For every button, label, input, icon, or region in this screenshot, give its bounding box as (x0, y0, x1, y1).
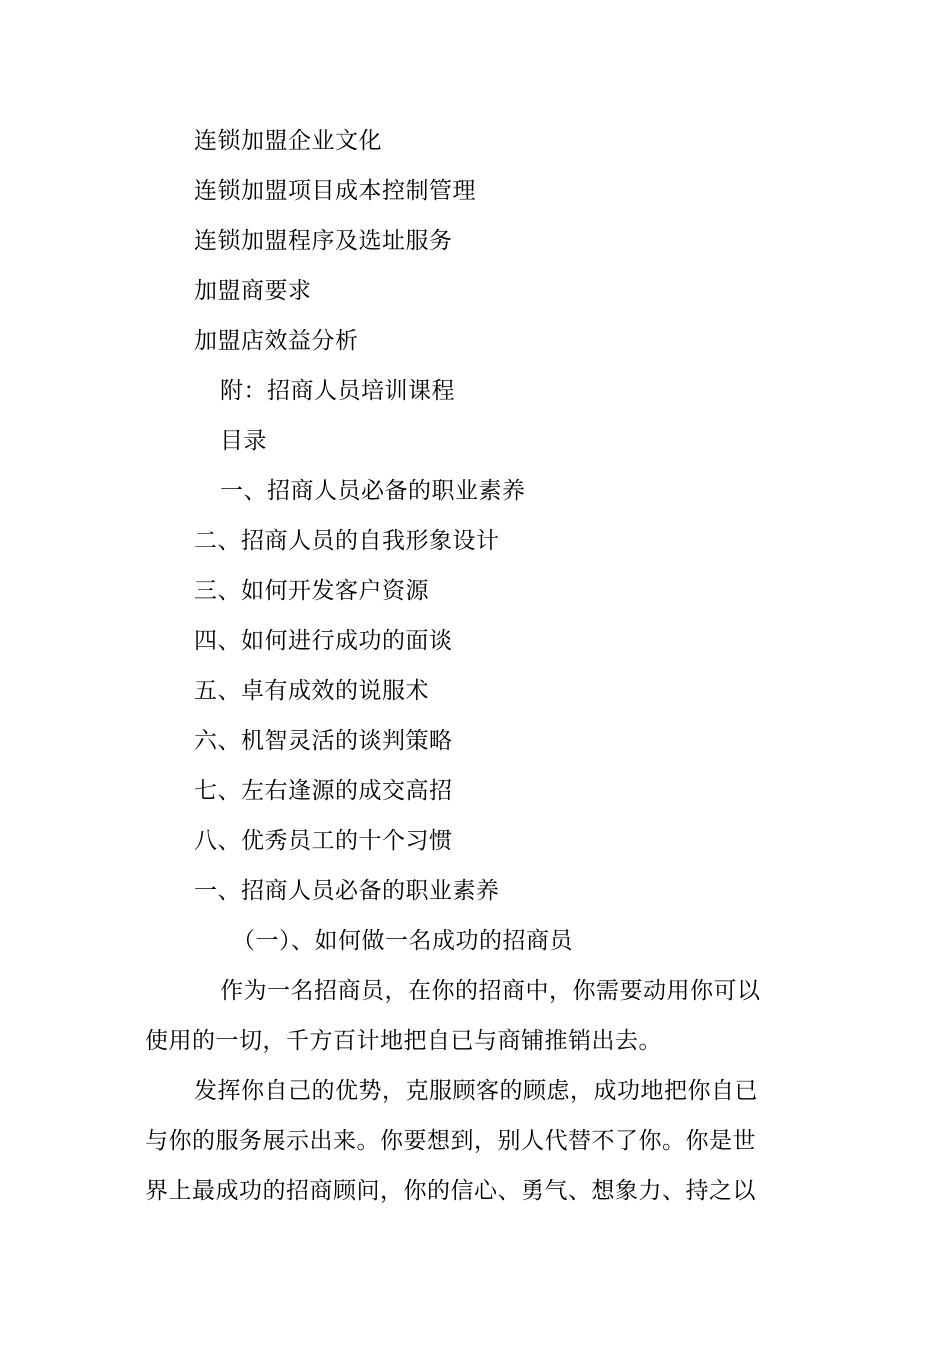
paragraph-line: 发挥你自己的优势，克服顾客的顾虑，成功地把你自已 (194, 1078, 758, 1104)
paragraph-line: 使用的一切，千方百计地把自已与商铺推销出去。 (145, 1028, 662, 1054)
toc-heading: 目录 (220, 428, 267, 454)
appendix-heading: 附：招商人员培训课程 (220, 378, 455, 404)
toc-item: 五、卓有成效的说服术 (194, 678, 429, 704)
subsection-heading: （一）、如何做一名成功的招商员 (232, 928, 573, 954)
text-line: 连锁加盟程序及选址服务 (194, 228, 453, 254)
toc-item: 六、机智灵活的谈判策略 (194, 728, 453, 754)
toc-item: 二、招商人员的自我形象设计 (194, 528, 500, 554)
text-line: 连锁加盟企业文化 (194, 128, 382, 154)
paragraph-line: 与你的服务展示出来。你要想到，别人代替不了你。你是世 (145, 1128, 756, 1154)
paragraph-line: 作为一名招商员，在你的招商中，你需要动用你可以 (220, 978, 761, 1004)
section-heading: 一、招商人员必备的职业素养 (194, 878, 500, 904)
text-line: 加盟商要求 (194, 278, 312, 304)
toc-item: 八、优秀员工的十个习惯 (194, 828, 453, 854)
paragraph-line: 界上最成功的招商顾问，你的信心、勇气、想象力、持之以 (145, 1178, 756, 1204)
toc-item: 四、如何进行成功的面谈 (194, 628, 453, 654)
text-line: 连锁加盟项目成本控制管理 (194, 178, 476, 204)
toc-item: 一、招商人员必备的职业素养 (220, 478, 526, 504)
toc-item: 三、如何开发客户资源 (194, 578, 429, 604)
text-line: 加盟店效益分析 (194, 328, 359, 354)
toc-item: 七、左右逢源的成交高招 (194, 778, 453, 804)
